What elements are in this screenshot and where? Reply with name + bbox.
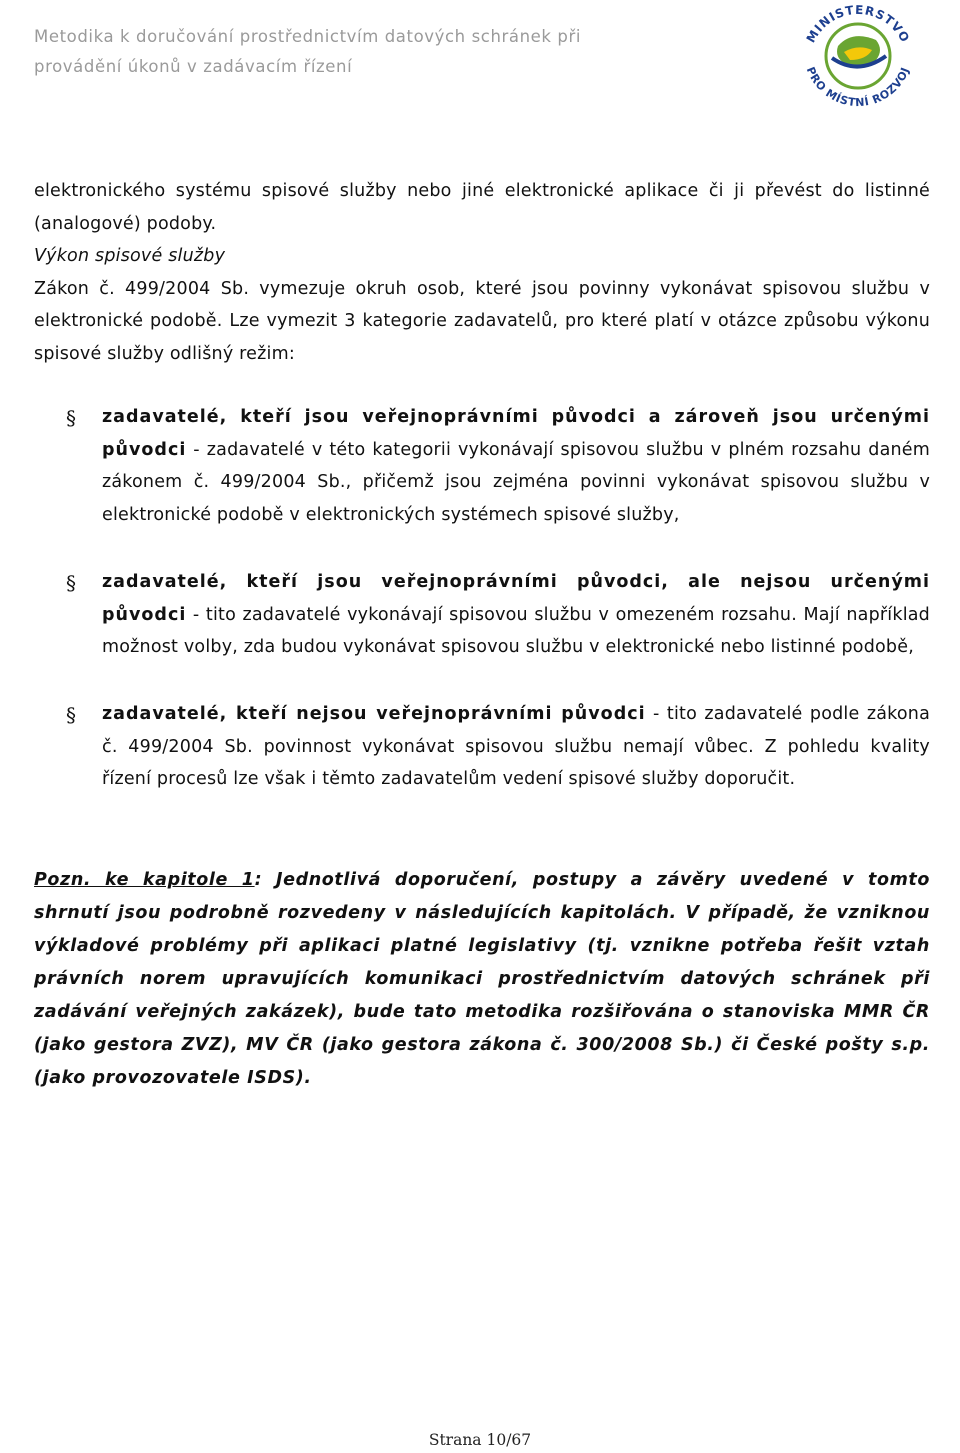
svg-text:MINISTERSTVO: MINISTERSTVO [803, 2, 913, 46]
body-text [34, 175, 930, 370]
ministry-logo [780, 0, 935, 115]
note-label: Pozn. ke kapitole 1 [34, 870, 255, 890]
list-item [34, 401, 930, 566]
list-item-bold: zadavatelé, kteří jsou veřejnoprávními původci a zároveň jsou určenými původci [102, 407, 930, 460]
section-mark-icon: § [66, 406, 77, 430]
list-item [34, 566, 930, 698]
list-item-text: - tito zadavatelé vykonávají spisovou službu v omezeném rozsahu. Mají například možnost volby, zda budou vykonávat spisovou službu v elektronické nebo listinné podobě, [102, 604, 930, 658]
chapter-note [34, 864, 930, 1095]
section-mark-icon: § [66, 571, 77, 595]
list-item-bold: zadavatelé, kteří nejsou veřejnoprávními původci [102, 704, 646, 724]
list-item-text: - zadavatelé v této kategorii vykonávají spisovou službu v plném rozsahu daném zákonem č. 499/2004 Sb., přičemž jsou zejména povinni vykonávat spisovou službu v elektronické podobě v elektronických systémech spisové služby, [102, 439, 930, 526]
list-item-bold: zadavatelé, kteří jsou veřejnoprávními původci, ale nejsou určenými původci [102, 572, 930, 625]
section-mark-icon: § [66, 703, 77, 727]
section-heading: Výkon spisové služby [34, 246, 226, 266]
law-paragraph: Zákon č. 499/2004 Sb. vymezuje okruh osob, které jsou povinny vykonávat spisovou službu v elektronické podobě. Lze vymezit 3 kategorie zadavatelů, pro které platí v otázce způsobu výkonu spisové služby odlišný režim: [34, 278, 930, 364]
header-title-line-1: Metodika k doručování prostřednictvím datových schránek při [34, 27, 582, 46]
note-text: : Jednotlivá doporučení, postupy a závěry uvedené v tomto shrnutí jsou podrobně rozvedeny v následujících kapitolách. V případě, že vzniknou výkladové problémy při aplikaci platné legislativy (tj. vznikne potřeba řešit vztah právních norem upravujících komunikaci prostřednictvím datových schránek při zadávání veřejných zakázek), bude tato metodika rozšiřována o stanoviska MMR ČR (jako gestora ZVZ), MV ČR (jako gestora zákona č. 300/2008 Sb.) či České pošty s.p. (jako provozovatele ISDS). [34, 870, 930, 1088]
svg-text:PRO MÍSTNÍ ROZVOJ: PRO MÍSTNÍ ROZVOJ [803, 65, 913, 110]
list-item-text: - tito zadavatelé podle zákona č. 499/2004 Sb. povinnost vykonávat spisovou službu nemají vůbec. Z pohledu kvality řízení procesů lze však i těmto zadavatelům vedení spisové služby doporučit. [102, 704, 930, 790]
page-number: Strana 10/67 [428, 1431, 532, 1449]
category-list [34, 401, 930, 796]
page-header [34, 22, 754, 82]
list-item [34, 698, 930, 796]
intro-paragraph: elektronického systému spisové služby nebo jiné elektronické aplikace či ji převést do listinné (analogové) podoby. [34, 181, 930, 234]
header-title-line-2: provádění úkonů v zadávacím řízení [34, 57, 353, 76]
